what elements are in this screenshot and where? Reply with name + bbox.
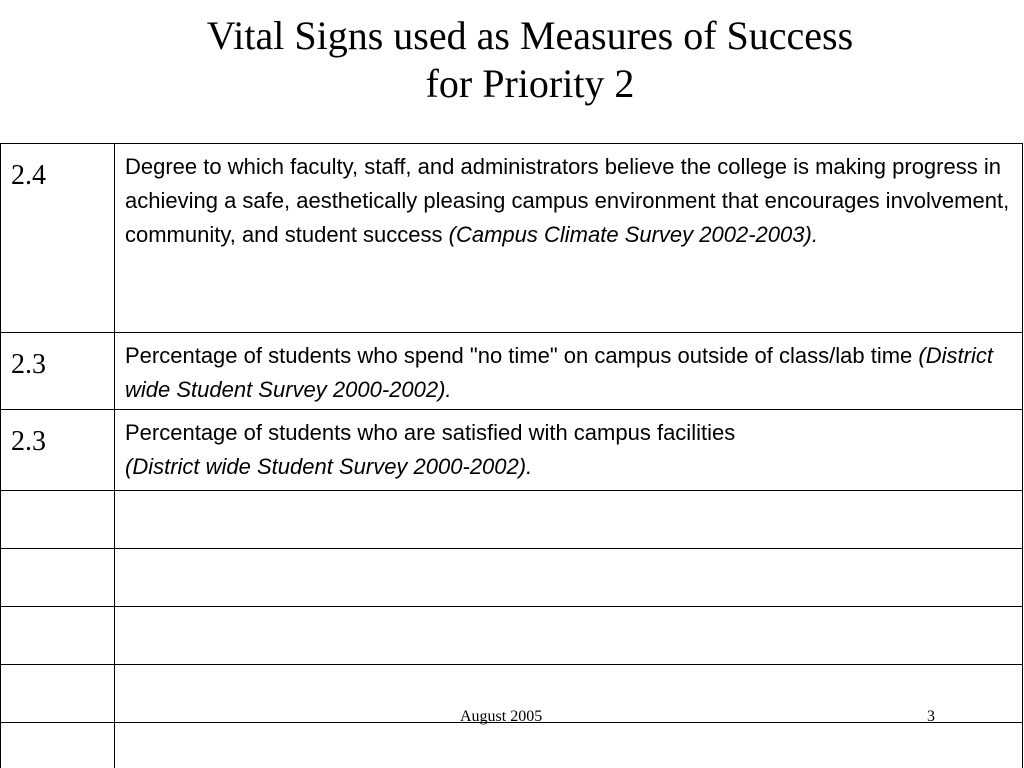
measure-description: [115, 144, 1023, 333]
title-line-1: Vital Signs used as Measures of Success: [206, 13, 854, 58]
measure-text: Degree to which faculty, staff, and administrators believe the college is making progress in achieving a safe, aesthetically pleasing campus environment that encourages involvement, community, and student success: [125, 154, 1010, 247]
empty-row: [1, 723, 1023, 768]
empty-row: [1, 549, 1023, 607]
empty-cell: [115, 665, 1023, 723]
priority-number: 2.3: [1, 410, 115, 491]
priority-number: 2.3: [1, 333, 115, 410]
empty-row: [1, 607, 1023, 665]
measure-text: Percentage of students who spend "no time" on campus outside of class/lab time: [125, 343, 913, 368]
measure-source: (District wide Student Survey 2000-2002).: [125, 343, 993, 402]
empty-cell: [1, 549, 115, 607]
measures-table: [0, 143, 1023, 768]
measure-source: (District wide Student Survey 2000-2002).: [125, 454, 533, 479]
measure-text: Percentage of students who are satisfied with campus facilities: [125, 420, 736, 445]
empty-cell: [1, 665, 115, 723]
measure-source: (Campus Climate Survey 2002-2003).: [448, 222, 818, 247]
priority-number: 2.4: [1, 144, 115, 333]
empty-cell: [115, 723, 1023, 768]
page-number: 3: [927, 708, 935, 725]
table-row: [1, 410, 1023, 491]
empty-cell: [1, 491, 115, 549]
footer-date: August 2005: [460, 708, 543, 725]
title-line-2: for Priority 2: [425, 61, 635, 106]
empty-cell: [115, 607, 1023, 665]
empty-row: [1, 491, 1023, 549]
empty-cell: [1, 723, 115, 768]
measure-description: [115, 410, 1023, 491]
table-row: [1, 144, 1023, 333]
empty-cell: [115, 491, 1023, 549]
slide-title: [0, 12, 1024, 108]
table-row: [1, 333, 1023, 410]
empty-cell: [115, 549, 1023, 607]
empty-cell: [1, 607, 115, 665]
measure-description: [115, 333, 1023, 410]
